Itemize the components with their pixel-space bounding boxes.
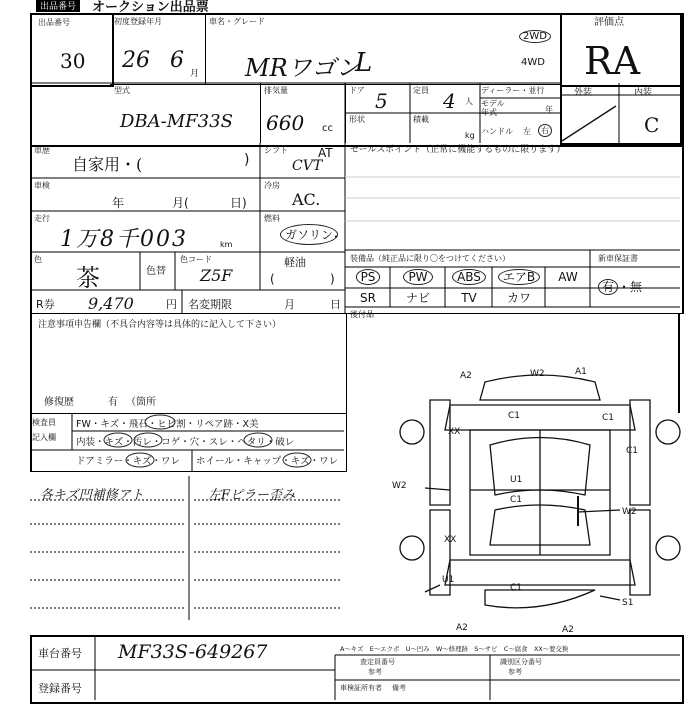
lot-box-label: 出品番号 [38,18,70,27]
model-label: 車名・グレード [209,17,265,26]
handle-right: 右 [538,124,552,137]
recycle-unit: 円 [166,298,177,311]
model-value: MRワゴン [245,54,360,82]
equip-aw: AW [558,270,578,284]
mirror-line: ドアミラー・キズ・ワレ [76,456,181,467]
score-label: 評価点 [594,17,624,28]
mark-s1-rear: S1 [622,598,634,608]
mileage-unit: km [220,240,233,249]
fuel-value: ガソリン [280,224,338,245]
color-value: 茶 [76,264,100,292]
equipment-label: 装備品（純正品に限り〇をつけてください） [350,254,510,263]
equip-sr: SR [360,291,376,305]
name-change-label: 名変期限 [188,298,232,311]
name-change-month: 月 [284,298,295,311]
shape-label: 形状 [349,115,365,124]
shift-label: シフト [264,146,288,155]
fuel-label: 燃料 [264,214,280,223]
ac-label: 冷房 [264,181,280,190]
mark-w2-left: W2 [392,481,407,491]
int-value: C [644,113,660,137]
int-label: 内装 [634,88,653,98]
reg-label: 登録番号 [38,682,82,695]
inspection-day: 日) [230,196,247,210]
mark-w2-right: W2 [622,507,637,517]
mark-u1-roof: U1 [510,475,523,485]
model-year-label: モデル年式 [481,99,505,117]
capacity-label: 定員 [413,86,429,95]
drive-2wd: 2WD [519,30,551,43]
handle-label: ハンドル [481,127,513,136]
wheel-line: ホイール・キャップ・キズ・ワレ [196,456,339,467]
inspection-year: 年 [112,196,125,210]
warranty-no: ・無 [618,280,643,294]
mark-a1-top: A1 [575,367,587,377]
entry-label: 記入欄 [32,433,56,442]
drive-4wd: 4WD [521,57,545,68]
first-reg-label: 初度登録年月 [114,17,162,26]
footer-small-1: 車検証所有者 [340,684,382,692]
aftermarket-label: 後付品 [350,310,374,319]
model-year-unit: 年 [545,105,553,114]
legend: A～キズ E～エクボ U～凹み W～修理跡 S～サビ C～腐食 XX～要交換 [340,645,569,653]
ac-value: AC. [292,190,321,209]
header-title: オークション出品票 [92,0,209,15]
reg-category-sub: 参考 [508,668,522,676]
door-value: 5 [375,89,388,113]
mark-xx-rear: XX [444,535,457,545]
recycle-value: 9,470 [88,294,134,313]
color-code-value: Z5F [200,266,233,285]
mileage-label: 走行 [34,214,50,223]
name-change-day: 日 [330,298,341,311]
disp-unit: cc [322,123,333,134]
chassis-label: 車台番号 [38,647,82,660]
first-reg-month-unit: 月 [190,69,200,79]
ext-label: 外装 [574,88,593,98]
capacity-unit: 人 [465,97,473,106]
remark-left: 各キズ凹補修アト [40,488,144,503]
disp-value: 660 [266,111,305,135]
weight-unit: kg [465,131,475,140]
inspection-month: 月( [172,196,189,210]
color-code-label: 色コード [180,255,212,264]
interior-line: 内装・キズ・汚レ・コゲ・穴・スレ・ヘタリ・破レ [76,437,295,448]
first-reg-month: 6 [170,48,184,73]
mark-xx-left: XX [448,427,461,437]
color-label: 色 [34,255,42,264]
shift-value: AT [318,146,333,160]
equip-pw: PW [391,268,445,286]
mark-c1-wheel: C1 [626,446,639,456]
score-value: RA [584,39,641,83]
mark-w2-top: W2 [530,369,545,379]
capacity-value: 4 [443,89,456,113]
equip-ps: PS [346,268,390,286]
fuel-dot: ・ [330,230,343,244]
inspection-no-sub: 参考 [368,668,382,676]
mileage-value: 1万8千003 [60,227,188,252]
mark-u1-rear: U1 [442,575,455,585]
oil-open: ( [270,272,275,286]
warranty-yes: 有 [598,279,618,295]
history-label: 車歴 [34,146,50,155]
oil-close: ) [330,272,335,286]
disp-label: 排気量 [264,86,288,95]
mark-c1-roof: C1 [510,495,523,505]
first-reg-year: 26 [122,48,150,73]
grade-value: L [355,48,373,78]
shift-note: CVT [292,158,323,174]
equip-leather: カワ [506,291,531,305]
mark-c1-right: C1 [602,413,615,423]
repair-label: 修復歴 [44,397,74,408]
equip-tv: TV [461,291,477,305]
oil-label: 軽油 [284,256,306,269]
inspector-label: 検査員 [32,418,56,427]
repaint-label: 色替 [146,266,166,277]
caution-label: 注意事項申告欄（不具合内容等は具体的に記入して下さい） [38,320,282,330]
inspection-label: 車検 [34,181,50,190]
equip-airbag: エアB [493,268,545,286]
inspection-no-label: 査定員番号 [360,658,395,666]
lot-number: 30 [60,49,86,73]
reg-category-label: 識別区分番号 [500,658,542,666]
weight-label: 積載 [413,115,429,124]
repair-place: （箇所 [126,397,156,408]
chassis-value: MF33S-649267 [118,641,268,663]
footer-small-2: 備考 [392,684,406,692]
history-close: ) [244,152,250,168]
handle-left: 左 [523,127,531,136]
selling-label: セールスポイント（正常に機能するものに限ります） [350,145,566,155]
door-label: ドア [349,86,365,95]
recycle-label: R券 [36,298,55,311]
dealer-label: ディーラー・並行 [481,86,545,95]
history-value: 自家用・( [72,155,143,174]
repair-yes: 有 [108,397,118,408]
type-label: 型式 [114,86,130,95]
remark-right: 左Fピラー歪み [208,488,296,503]
equip-abs: ABS [446,268,492,286]
fw-line: FW・キズ・飛石・ヒビ割・リペア跡・X美 [76,419,259,430]
new-car-label: 新車保証書 [598,254,638,263]
mark-c1-rear: C1 [510,583,523,593]
type-value: DBA-MF33S [120,111,233,132]
header-lot-label: 出品番号 [36,0,80,12]
mark-a2-bottom: A2 [456,623,468,633]
mark-a2-bottom-right: A2 [562,625,574,635]
mark-a2-top: A2 [460,371,472,381]
mark-c1-front: C1 [508,411,521,421]
equip-navi: ナビ [405,291,430,305]
